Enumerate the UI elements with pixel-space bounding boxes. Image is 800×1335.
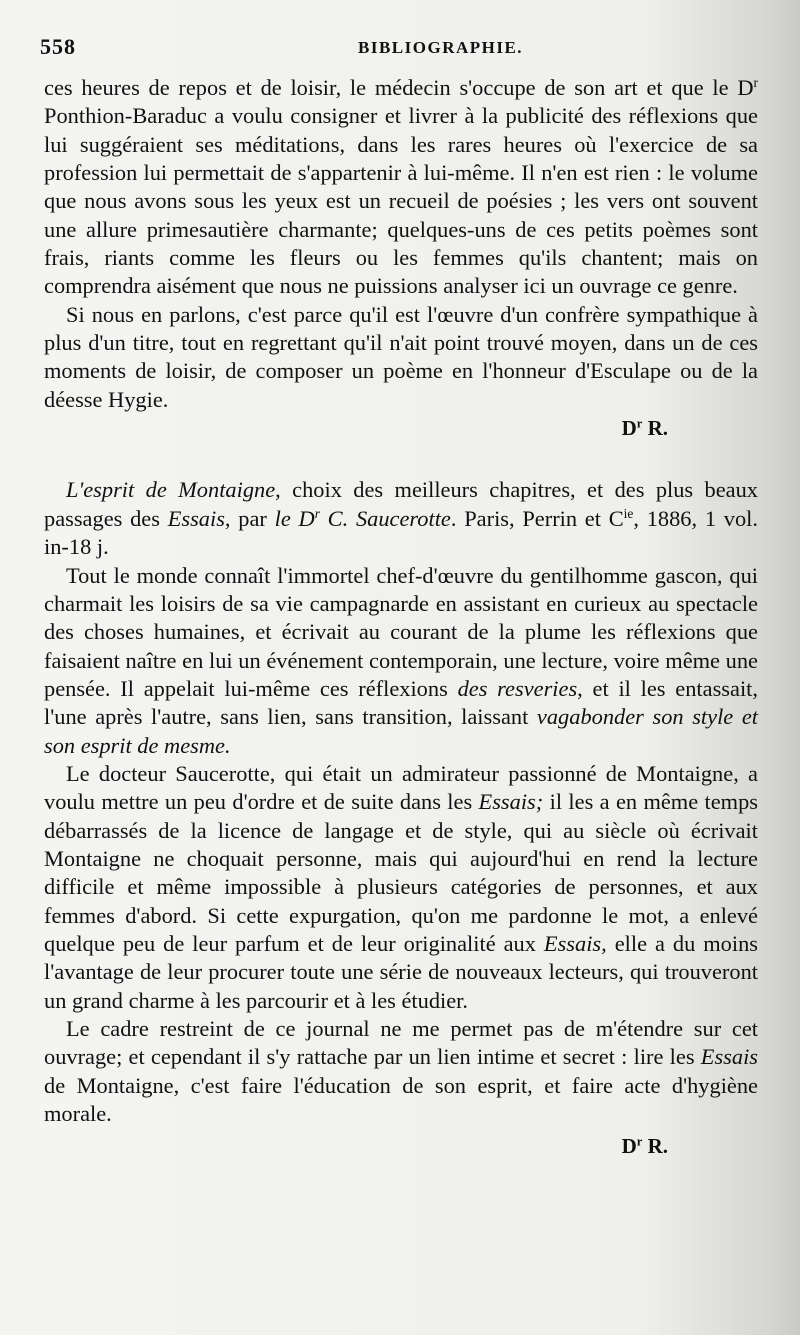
review-2-signature: $D^r$ R. bbox=[621, 1134, 668, 1159]
running-head: BIBLIOGRAPHIE. bbox=[358, 38, 524, 57]
review-2-paragraph-2: Le docteur Saucerotte, qui était un admirateur passionné de Montaigne, a voulu mettre un peu d'ordre et de suite dans les Essais; il les a en même temps débarrassés de la licence de langage et de style, qui au siècle où écrivait Montaigne ne choquait personne, mais qui aujourd'hui en rend la lecture difficile et même impossible à plusieurs catégories de personnes, et aux femmes d'abord. Si cette expurgation, qu'on me pardonne le mot, a enlevé quelque peu de leur parfum et de leur originalité aux Essais, elle a du moins l'avantage de leur procurer toute une série de nouveaux lecteurs, qui trouveront un grand charme à les parcourir et à les étudier. bbox=[44, 760, 758, 1013]
book-title: L'esprit de Montaigne bbox=[66, 477, 276, 503]
review-2-citation: L'esprit de Montaigne, choix des meilleurs chapitres, et des plus beaux passages des Essais, par le $D^r$ C. Saucerotte. Paris, Perrin et $C^{ie}$, 1886, 1 vol. in-18 j. bbox=[44, 477, 758, 560]
review-2-paragraph-1: Tout le monde connaît l'immortel chef-d'œuvre du gentilhomme gascon, qui charmait les loisirs de sa vie campagnarde en assistant en curieux au spectacle des choses humaines, et écrivait au courant de la plume les réflexions que faisaient naître en lui un événement contemporain, une lecture, voire même une pensée. Il appelait lui-même ces réflexions des resveries, et il les entassait, l'une après l'autre, sans lien, sans transition, laissant vagabonder son style et son esprit de mesme. bbox=[44, 562, 758, 758]
review-1-paragraph-1: ces heures de repos et de loisir, le médecin s'occupe de son art et que le $D^r$ Ponthion-Baraduc a voulu consigner et livrer à la publicité des réflexions que lui suggéraient ses méditations, dans les rares heures où l'exercice de sa profession lui permettait de s'appartenir à lui-même. Il n'en est rien : le volume que nous avons sous les yeux est un recueil de poésies ; les vers ont souvent une allure primesautière charmante; quelques-uns de ces petits poèmes sont frais, riants comme les fleurs ou les femmes qu'ils chantent; mais on comprendra aisément que nous ne puissions analyser ici un ouvrage ce genre. bbox=[44, 74, 758, 299]
review-1-paragraph-2: Si nous en parlons, c'est parce qu'il est l'œuvre d'un confrère sympathique à plus d'un titre, tout en regrettant qu'il n'ait point trouvé moyen, dans un de ces moments de loisir, de composer un poème en l'honneur d'Esculape ou de la déesse Hygie. bbox=[44, 301, 758, 412]
page-header bbox=[40, 34, 760, 64]
review-2-paragraph-3: Le cadre restreint de ce journal ne me permet pas de m'étendre sur cet ouvrage; et cependant il s'y rattache par un lien intime et secret : lire les Essais de Montaigne, c'est faire l'éducation de son esprit, et faire acte d'hygiène morale. bbox=[44, 1016, 758, 1127]
book-author: le $D^r$ C. Saucerotte bbox=[274, 505, 451, 531]
page-number: 558 bbox=[40, 34, 76, 59]
page-body bbox=[44, 74, 758, 1161]
review-1-signature: $D^r$ R. bbox=[621, 416, 668, 441]
